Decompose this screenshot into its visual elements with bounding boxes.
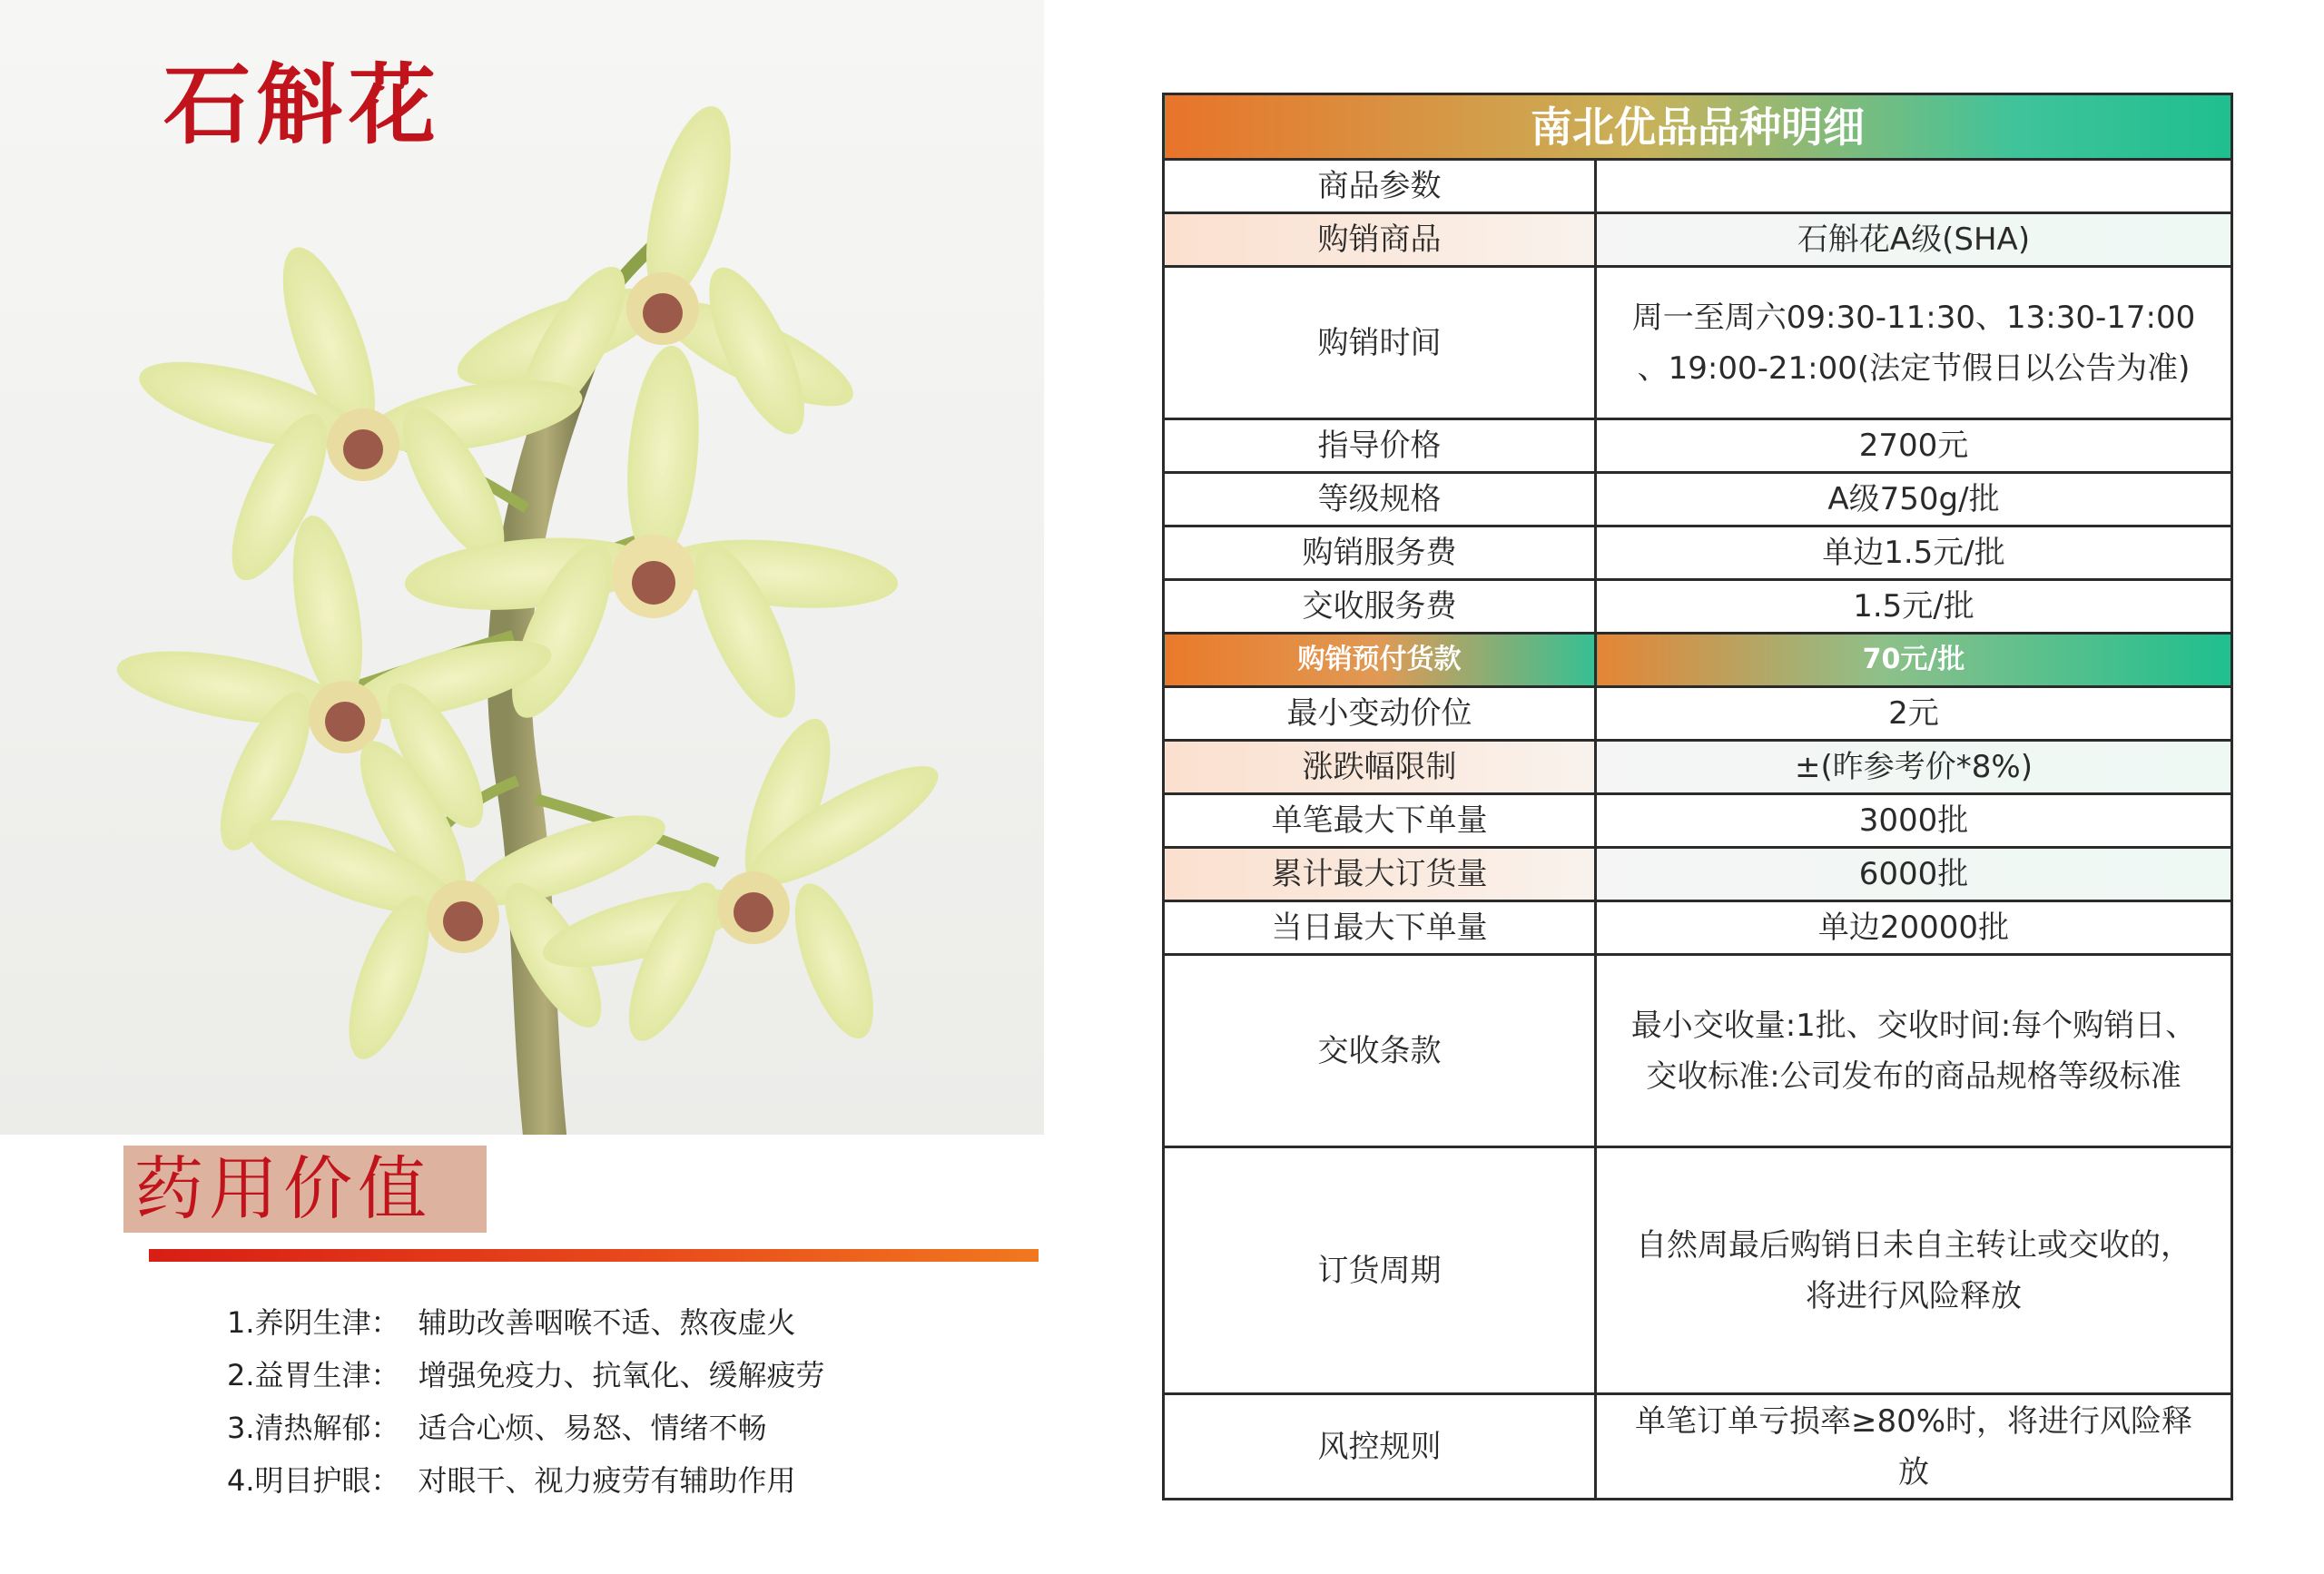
- table-row: [1164, 741, 2232, 794]
- item-name: 益胃生津：: [254, 1358, 400, 1392]
- section-divider: [149, 1249, 1039, 1262]
- item-description: 适合心烦、易怒、情绪不畅: [418, 1411, 767, 1445]
- table-row: [1164, 473, 2232, 526]
- row-key: 指导价格: [1164, 419, 1596, 473]
- item-number: 2.: [227, 1358, 255, 1392]
- row-value: [1596, 1147, 2232, 1394]
- row-value: 2700元: [1596, 419, 2232, 473]
- row-key: 购销预付货款: [1164, 634, 1596, 687]
- table-row: [1164, 267, 2232, 419]
- row-value: [1596, 267, 2232, 419]
- table-row: [1164, 901, 2232, 955]
- item-number: 4.: [227, 1463, 255, 1498]
- table-row: [1164, 1147, 2232, 1394]
- item-name: 清热解郁：: [254, 1411, 400, 1445]
- row-value: 2元: [1596, 687, 2232, 741]
- section-heading-badge: 药用价值: [123, 1146, 487, 1233]
- row-value: 单边20000批: [1596, 901, 2232, 955]
- row-value: 70元/批: [1596, 634, 2232, 687]
- table-header: 南北优品品种明细: [1164, 94, 2232, 160]
- row-value-line: 周一至周六09:30-11:30、13:30-17:00: [1631, 299, 2196, 336]
- list-item: [227, 1296, 825, 1349]
- row-value-line: 最小交收量:1批、交收时间:每个购销日、: [1630, 1007, 2197, 1044]
- row-key: 当日最大下单量: [1164, 901, 1596, 955]
- row-value: 6000批: [1596, 848, 2232, 901]
- product-title: 石斛花: [163, 54, 441, 156]
- table-row: [1164, 526, 2232, 580]
- list-item: [227, 1454, 825, 1507]
- row-value-line: 交收标准:公司发布的商品规格等级标准: [1646, 1058, 2181, 1095]
- row-key: 商品参数: [1164, 160, 1596, 213]
- item-description: 辅助改善咽喉不适、熬夜虚火: [418, 1305, 796, 1340]
- row-value-line: 将进行风险释放: [1806, 1277, 2022, 1314]
- row-value-line: 单笔订单亏损率≥80%时，将进行风险释: [1634, 1402, 2193, 1440]
- table-row: [1164, 955, 2232, 1147]
- row-key: 风控规则: [1164, 1394, 1596, 1500]
- row-value: 3000批: [1596, 794, 2232, 848]
- spec-table: [1162, 93, 2233, 1500]
- row-value: [1596, 160, 2232, 213]
- row-value: [1596, 1394, 2232, 1500]
- table-row: [1164, 1394, 2232, 1500]
- row-key: 单笔最大下单量: [1164, 794, 1596, 848]
- row-value: 单边1.5元/批: [1596, 526, 2232, 580]
- row-key: 交收条款: [1164, 955, 1596, 1147]
- row-value-line: 自然周最后购销日未自主转让或交收的，: [1636, 1226, 2191, 1264]
- dendrobium-flower-illustration: [0, 0, 1044, 1135]
- item-number: 1.: [227, 1305, 255, 1340]
- benefits-list: [227, 1296, 825, 1507]
- row-key: 累计最大订货量: [1164, 848, 1596, 901]
- row-value: [1596, 955, 2232, 1147]
- item-description: 对眼干、视力疲劳有辅助作用: [418, 1463, 796, 1498]
- table-header-row: [1164, 94, 2232, 160]
- item-description: 增强免疫力、抗氧化、缓解疲劳: [418, 1358, 825, 1392]
- table-row: [1164, 213, 2232, 267]
- row-value: ±(昨参考价*8%): [1596, 741, 2232, 794]
- row-value-line: 、19:00-21:00(法定节假日以公告为准): [1637, 349, 2191, 387]
- table-row: [1164, 687, 2232, 741]
- row-key: 最小变动价位: [1164, 687, 1596, 741]
- table-row: [1164, 848, 2232, 901]
- item-number: 3.: [227, 1411, 255, 1445]
- row-key: 购销时间: [1164, 267, 1596, 419]
- row-value: A级750g/批: [1596, 473, 2232, 526]
- row-key: 订货周期: [1164, 1147, 1596, 1394]
- row-value-line: 放: [1898, 1453, 1929, 1490]
- list-item: [227, 1349, 825, 1402]
- row-value: 1.5元/批: [1596, 580, 2232, 634]
- row-key: 等级规格: [1164, 473, 1596, 526]
- row-value: 石斛花A级(SHA): [1596, 213, 2232, 267]
- table-row: [1164, 419, 2232, 473]
- item-name: 明目护眼：: [254, 1463, 400, 1498]
- row-key: 购销服务费: [1164, 526, 1596, 580]
- row-key: 购销商品: [1164, 213, 1596, 267]
- row-key: 涨跌幅限制: [1164, 741, 1596, 794]
- item-name: 养阴生津：: [254, 1305, 400, 1340]
- table-row: [1164, 580, 2232, 634]
- table-row: [1164, 794, 2232, 848]
- row-key: 交收服务费: [1164, 580, 1596, 634]
- orchid-photo: [0, 0, 1044, 1135]
- list-item: [227, 1402, 825, 1454]
- table-row: [1164, 160, 2232, 213]
- table-row-highlight: [1164, 634, 2232, 687]
